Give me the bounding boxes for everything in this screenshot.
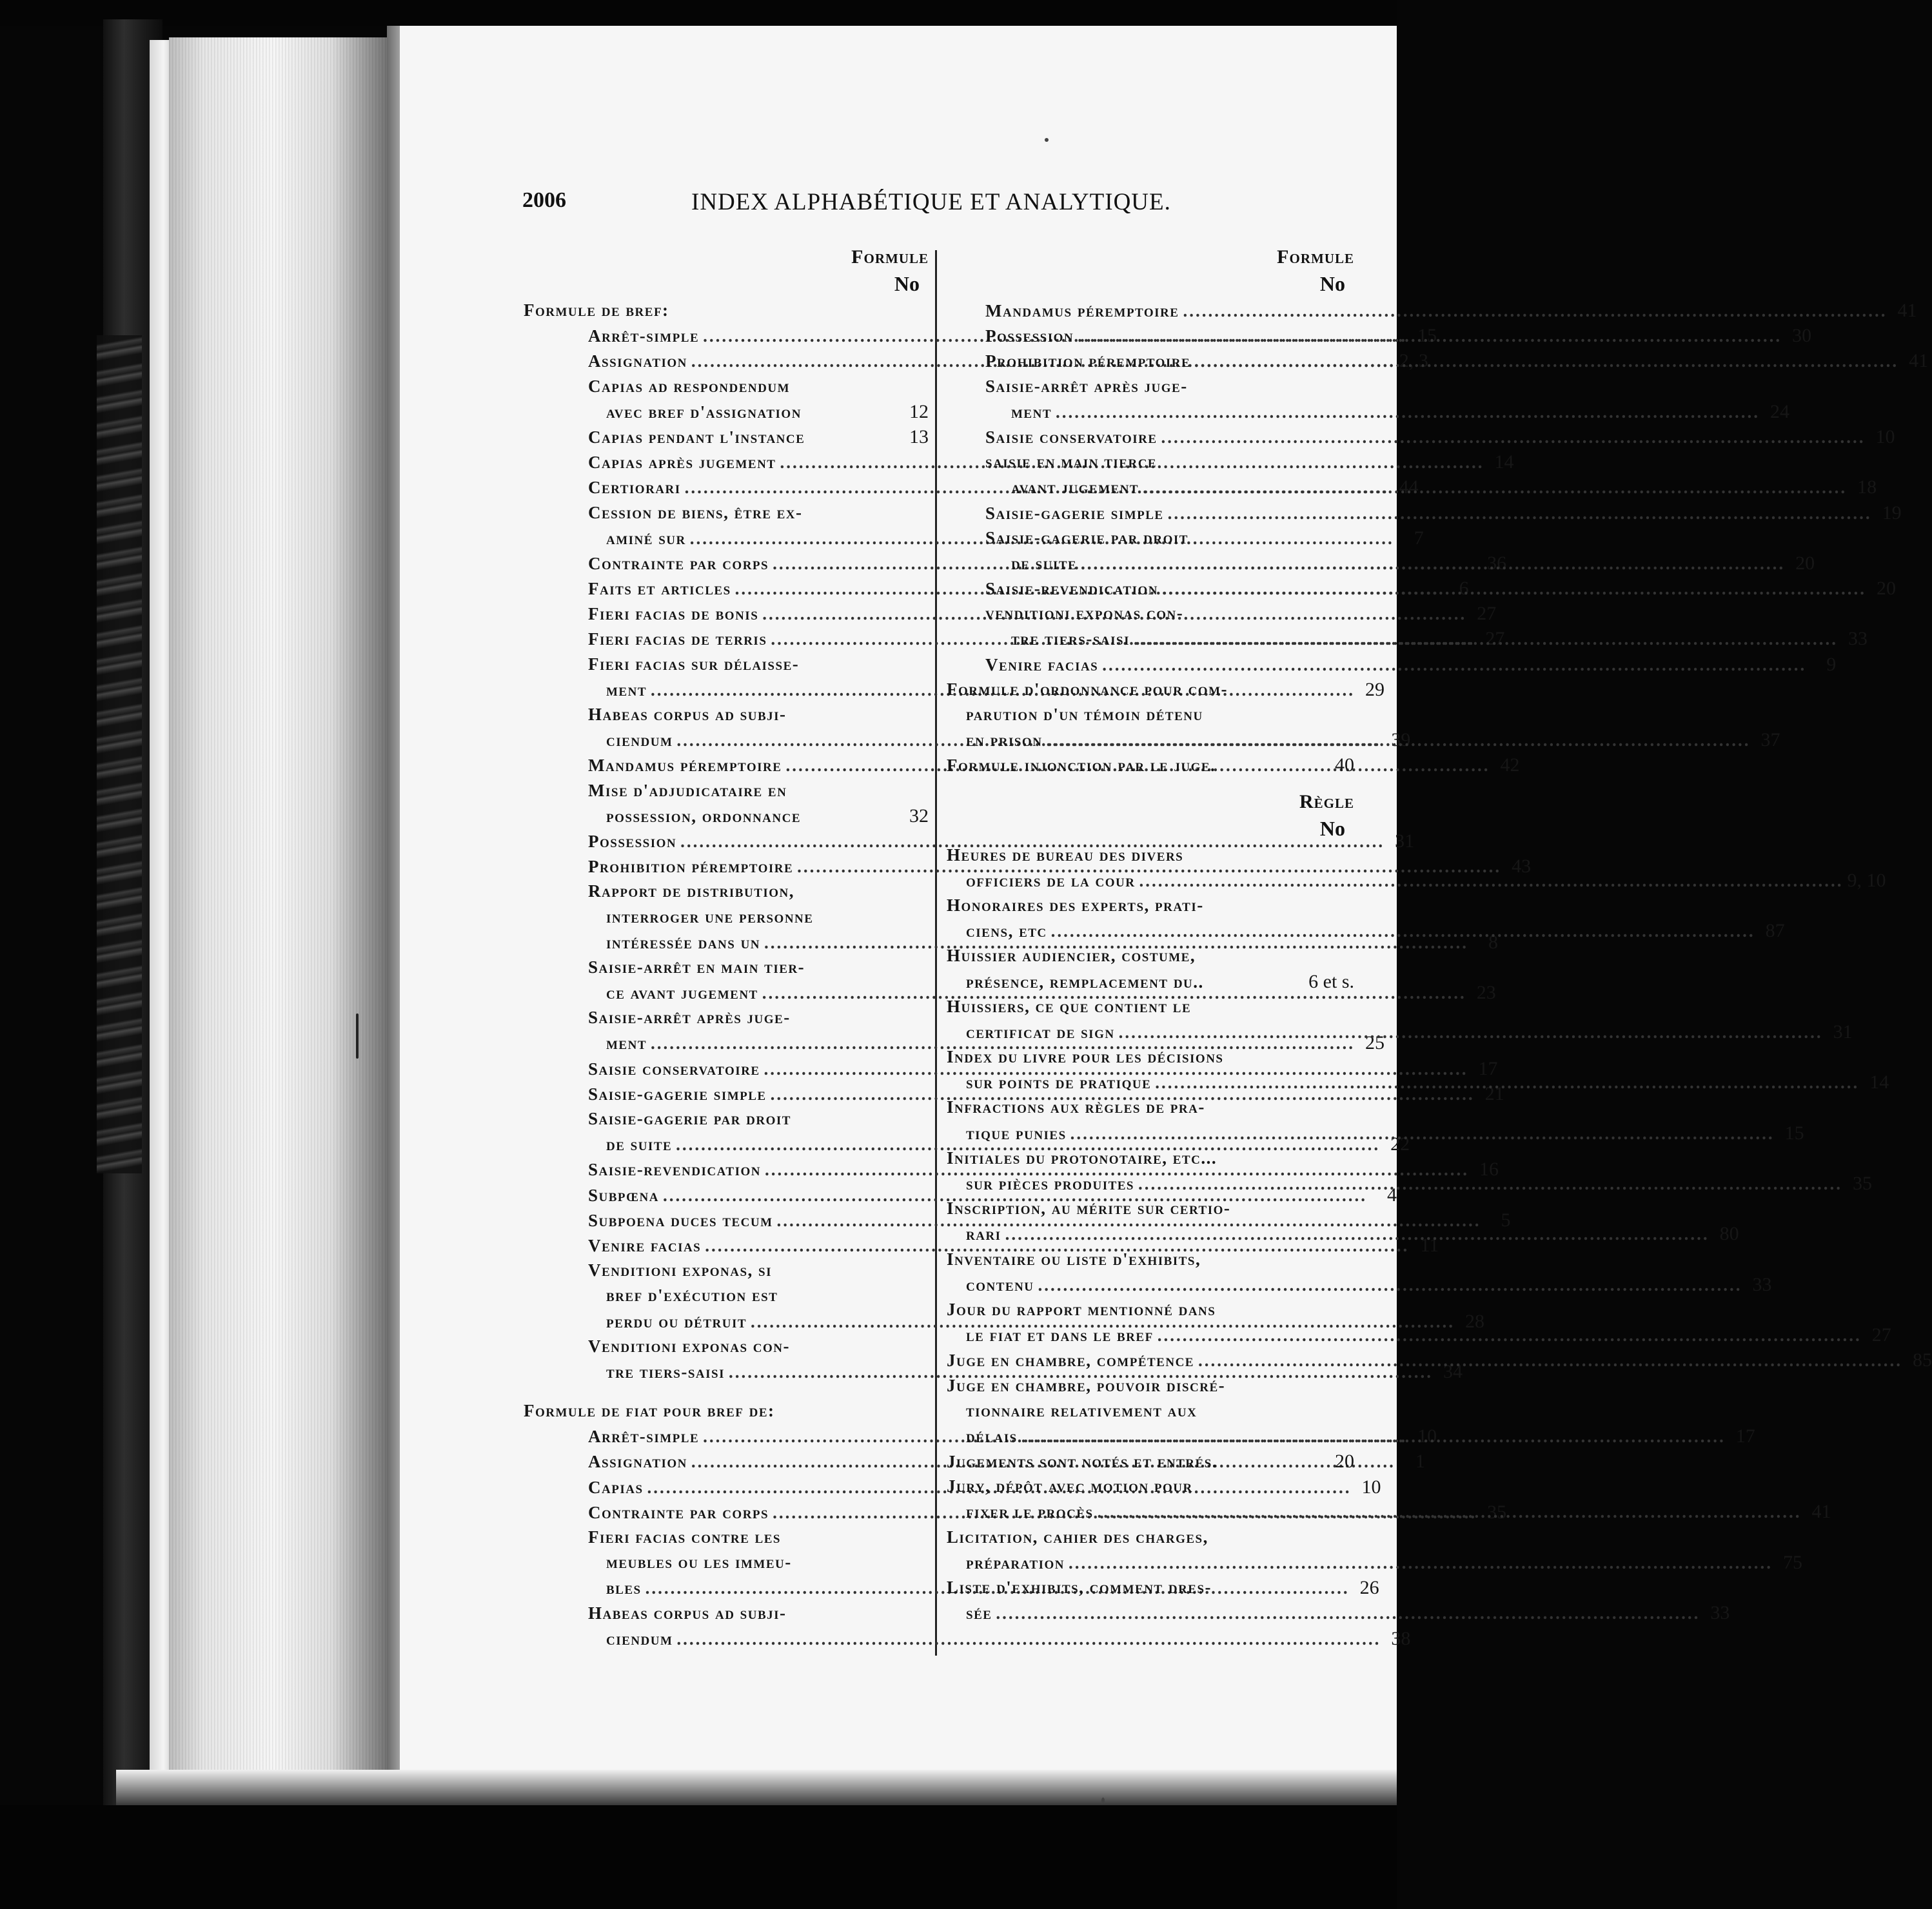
entry-text: sée [966,1603,992,1623]
entry-number: 44 [1399,476,1419,498]
page-edges [169,37,401,1797]
index-entry [516,803,929,828]
entry-number: 9 [1826,653,1837,675]
dot-leader [1038,1273,1742,1298]
entry-text: Venditioni exponas con- [588,1336,790,1356]
entry-text: Fieri facias sur délaisse- [588,654,800,674]
entry-number: 35 [1487,1501,1507,1523]
entry-number: 43 [1512,856,1532,877]
entry-number: 15 [1417,325,1437,347]
index-entry [947,374,1354,399]
dot-leader [1078,324,1782,349]
entry-number: 41 [1897,300,1917,321]
index-entry [947,399,1789,424]
entry-text: Possession [588,831,677,851]
entry-text: Saisie-gagerie simple [588,1084,767,1104]
entry-text: officiers de la cour [966,870,1136,890]
index-entry [947,969,1354,994]
entry-text: Inventaire ou liste d'exhibits, [947,1249,1201,1269]
entry-number: 10 [1361,1476,1381,1498]
entry-text: tionnaire relativement aux [966,1400,1198,1420]
index-entry [947,1474,1354,1499]
entry-number: 27 [1477,603,1497,625]
entry-text: venditioni exponas con- [985,603,1184,623]
entry-text: présence, remplacement du.. [966,972,1204,992]
entry-number: 15 [1784,1122,1804,1144]
dot-leader [1183,299,1887,324]
scan-bottom-border [0,1805,1397,1909]
dot-leader [1143,475,1847,500]
entry-text: tique punies [966,1123,1067,1143]
entry-text: bles [606,1578,642,1598]
entry-text: de suite [606,1135,673,1155]
index-entry [516,1525,929,1550]
entry-number: 12 [909,400,929,422]
entry-text: Licitation, cahier des charges, [947,1527,1208,1547]
entry-text: aminé sur [606,528,686,548]
entry-text: Capias [588,1477,644,1497]
index-entry [516,778,929,803]
entry-text: intéressée dans un [606,932,761,952]
entry-text: Saisie-gagerie par droit [985,527,1188,547]
entry-number: 26 [1359,1577,1379,1599]
dot-leader [1056,400,1760,425]
entry-text: sur points de pratique [966,1073,1152,1093]
sub-heading-number-label: No [1319,816,1345,840]
dot-leader [1070,1121,1775,1146]
index-entry [516,652,929,677]
entry-number: 31 [1395,830,1415,852]
entry-text: Mandamus péremptoire [588,756,782,776]
marbled-cover-texture [97,335,142,1173]
entry-text: perdu ou détruit [606,1311,747,1331]
entry-number: 80 [1719,1223,1739,1245]
entry-text: Arrêt-simple [588,1427,700,1447]
entry-text: ce avant jugement [606,983,758,1003]
entry-text: Prohibition péremptoire [985,351,1191,371]
index-entry [516,1106,929,1131]
entry-text: Saisie-revendication [588,1160,761,1180]
index-entry [947,1373,1354,1398]
entry-text: Arrêt-simple [588,326,700,346]
entry-number: 4 [1386,1184,1397,1206]
entry-text: Fieri facias de bonis [588,604,759,624]
entry-number: 20 [1795,552,1815,574]
entry-text: délais [966,1426,1018,1446]
index-entry [516,1005,929,1030]
entry-text: possession, ordonnance [606,806,801,826]
entry-text: Jour du rapport mentionné dans [947,1299,1216,1319]
entry-number: 6 et s. [1308,970,1354,992]
entry-number: 13 [909,426,929,447]
entry-number: 36 [1487,552,1507,574]
entry-number: 22 [1390,1133,1410,1155]
index-entry [947,1044,1354,1070]
entry-number: 87 [1765,920,1785,942]
dot-leader [1046,728,1750,753]
entry-text: Formule injonction par le juge. [947,756,1216,776]
entry-number: 85 [1912,1349,1932,1371]
entry-number: 29 [1365,678,1385,700]
entry-text: Honoraires des experts, prati- [947,895,1204,915]
index-entry [516,399,929,424]
dot-leader [1102,652,1806,678]
entry-number: 16 [1479,1159,1499,1180]
entry-text: ment [606,680,647,700]
index-entry [947,994,1354,1019]
entry-text: Juge en chambre, compétence [947,1351,1194,1371]
column-heading-number-label: No [894,272,920,295]
entry-text: parution d'un témoin détenu [966,705,1203,724]
entry-number: 35 [1853,1173,1872,1194]
dot-leader [1161,425,1866,450]
page-header [0,188,1397,227]
entry-text: Liste d'exhibits, comment dres- [947,1578,1212,1597]
entry-text: Jugements sont notés et entrés. [947,1452,1218,1472]
index-entry [516,424,929,449]
entry-spacer [516,1384,929,1398]
entry-text: Saisie-gagerie simple [985,503,1164,523]
index-entry [947,1297,1354,1322]
entry-text: Assignation [588,351,687,371]
dot-leader [1158,1323,1862,1348]
entry-number: 10 [1417,1425,1437,1447]
entry-text: Fieri facias contre les [588,1527,781,1547]
entry-text: Prohibition péremptoire [588,857,794,877]
index-entry [516,879,929,904]
entry-text: Formule d'ordonnance pour com- [947,679,1228,699]
entry-number: 25 [1365,1032,1385,1054]
entry-text: Jury, dépôt avec motion pour [947,1476,1193,1496]
running-title: INDEX ALPHABÉTIQUE ET ANALYTIQUE. [691,189,1171,215]
index-entry [947,1247,1354,1272]
entry-number: 6 [1459,578,1469,600]
index-entry [947,500,1902,525]
entry-number: 14 [1869,1072,1889,1093]
entry-number: 42 [1500,754,1520,776]
dot-leader [1139,868,1843,894]
entry-text: Subpœna [588,1185,659,1205]
entry-text: Contrainte par corps [588,1502,769,1522]
entry-number: 33 [1848,628,1868,650]
column-heading-word: Formule [1277,246,1354,268]
entry-number: 27 [1485,628,1505,650]
entry-number: 33 [1752,1273,1772,1295]
entry-text: Contrainte par corps [588,553,769,573]
entry-text: Certiorari [588,478,681,498]
entry-text: contenu [966,1275,1034,1295]
left-column-heading [516,246,929,298]
dot-leader [1021,1424,1726,1449]
index-entry [947,1171,1872,1196]
entry-text: fixer le procès [966,1502,1094,1522]
index-entry [516,1398,929,1424]
scan-speck [1101,1797,1105,1803]
page-bottom-shadow [116,1770,1397,1808]
entry-text: Assignation [588,1452,687,1472]
index-entry [516,1626,1411,1651]
entry-text: Formule de fiat pour bref de: [524,1401,775,1421]
entry-number: 14 [1494,451,1514,473]
entry-number: 20 [1876,578,1896,600]
dot-leader [1081,551,1785,576]
dot-leader [1138,1171,1842,1197]
entry-text: saisie en main tierce [985,452,1158,472]
index-entry [947,677,1354,702]
entry-number: 39 [1391,729,1411,751]
entry-text: Rapport de distribution, [588,881,795,901]
entry-number: 21 [1484,1082,1504,1104]
entry-number: 5 [1501,1209,1511,1231]
entry-text: de suite [1011,553,1078,573]
entry-text: interroger une personne [606,906,814,926]
entry-text: Juge en chambre, pouvoir discré- [947,1375,1226,1395]
entry-number: 37 [1760,729,1780,751]
regle-sub-heading [947,791,1354,843]
entry-number: 32 [909,805,929,827]
entry-number: 30 [1792,325,1812,347]
index-entry [947,1600,1730,1625]
entry-text: ciens, etc [966,921,1047,941]
column-heading-number-label: No [1319,272,1345,295]
index-entry [516,905,929,930]
dot-leader [1198,1348,1902,1373]
column-heading-word: Formule [851,246,929,268]
entry-number: 10 [1875,426,1895,447]
entry-number: 17 [1478,1057,1498,1079]
index-entry [947,525,1354,551]
dot-leader [1134,627,1838,652]
entry-text: Saisie-arrêt après juge- [985,376,1188,396]
entry-text: Inscription, au mérite sur certio- [947,1199,1231,1219]
index-entry [947,576,1896,601]
index-entry [947,1550,1803,1575]
index-entry [947,424,1895,449]
entry-number: 23 [1476,982,1496,1004]
entry-text: sur pièces produites [966,1174,1134,1193]
scan-speck [1045,138,1049,142]
entry-text: Infractions aux règles de pra- [947,1097,1205,1117]
entry-number: 27 [1871,1324,1891,1346]
entry-number: 41 [1909,350,1929,372]
entry-text: en prison [966,730,1043,750]
entry-text: Saisie-arrêt après juge- [588,1008,791,1028]
entry-text: Saisie-gagerie par droit [588,1109,791,1128]
entry-number: 33 [1710,1602,1730,1624]
index-entry [947,1196,1354,1221]
entry-text: Subpoena duces tecum [588,1210,773,1230]
dot-leader [1069,1551,1773,1576]
index-entry [947,752,1354,778]
index-entry [947,843,1354,868]
entry-text: Index du livre pour les décisions [947,1047,1224,1067]
index-entry [947,652,1837,677]
entry-text: Saisie-arrêt en main tier- [588,957,805,977]
entry-text: Saisie-revendication [985,579,1158,599]
entry-text: Formule de bref: [524,300,669,320]
entry-text: ciendum [606,1629,673,1649]
index-entry [516,702,929,727]
entry-number: 24 [1770,400,1789,422]
index-entry [947,1398,1354,1424]
scan-mark [356,1013,359,1059]
entry-text: Initiales du protonotaire, etc... [947,1148,1217,1168]
dot-leader [1005,1222,1710,1247]
index-entry [947,893,1354,918]
index-entry [947,868,1886,893]
entry-number: 28 [1465,1310,1485,1332]
entry-text: Cession de biens, être ex- [588,502,803,522]
entry-number: 7 [1414,527,1424,549]
index-entry [947,702,1354,727]
index-entry [947,449,1354,475]
entry-text: Huissier audiencier, costume, [947,946,1196,966]
entry-text: ment [606,1033,647,1053]
index-entry [516,1283,929,1308]
entry-text: meubles ou les immeu- [606,1552,792,1572]
entry-text: Capias pendant l'instance [588,427,805,447]
entry-text: Saisie conservatoire [985,427,1158,447]
dot-leader [996,1601,1700,1626]
entry-number: 75 [1783,1551,1803,1573]
index-entry [947,1146,1354,1171]
index-entry [516,298,929,323]
entry-text: Capias après jugement [588,453,776,473]
index-entry [947,1449,1354,1474]
dot-leader [1119,1020,1823,1045]
index-entry [516,1334,929,1359]
entry-text: Huissiers, ce que contient le [947,996,1192,1016]
entry-text: avant jugement [1011,478,1139,498]
entry-text: certificat de sign [966,1022,1115,1042]
entry-text: rari [966,1224,1001,1244]
index-entry [947,918,1785,943]
sub-heading-word: Règle [1299,790,1354,812]
entry-number: 9, 10 [1847,869,1886,891]
entry-text: Habeas corpus ad subji- [588,705,787,724]
dot-leader [1155,1070,1859,1095]
entry-number: 34 [1443,1360,1463,1382]
entry-number: 41 [1811,1501,1831,1523]
entry-number: 17 [1735,1425,1755,1447]
entry-number: 38 [1391,1627,1411,1649]
entry-text: Venditioni exponas, si [588,1260,772,1280]
entry-text: avec bref d'assignation [606,402,802,422]
entry-number: 2, 3 [1399,350,1428,372]
entry-text: Capias ad respondendum [588,376,791,396]
index-entry [516,500,929,525]
entry-text: Fieri facias de terris [588,629,767,649]
entry-text: le fiat et dans le bref [966,1326,1154,1346]
index-entry [516,1258,929,1283]
entry-number: 19 [1882,502,1902,524]
index-entry [516,374,929,399]
entry-text: Habeas corpus ad subji- [588,1603,787,1623]
entry-text: Saisie conservatoire [588,1059,760,1079]
index-entry [947,601,1354,626]
dot-leader [1098,1500,1802,1525]
entry-number: 20 [1335,1451,1354,1473]
index-entry [516,1601,929,1626]
scan-top-border [0,0,1397,26]
entry-number: 11 [1420,1234,1439,1256]
index-entry [516,955,929,980]
entry-text: Venire facias [985,654,1099,674]
entry-text: préparation [966,1552,1065,1572]
entry-number: 8 [1488,931,1499,953]
dot-leader [1194,349,1898,374]
entry-text: Heures de bureau des divers [947,845,1184,865]
entry-number: 18 [1857,476,1877,498]
page-number: 2006 [522,188,566,212]
entry-text: Venire facias [588,1235,702,1255]
entry-text: Faits et articles [588,579,731,599]
index-entry [947,1272,1772,1297]
dot-leader [1051,919,1755,944]
entry-text: Mandamus péremptoire [985,301,1179,320]
entry-text: Possession [985,326,1074,346]
entry-text: bref d'exécution est [606,1286,778,1306]
right-column-heading [947,246,1354,298]
index-entry [947,1322,1891,1347]
dot-leader [1162,576,1866,602]
index-entry [947,1525,1354,1550]
index-entry [947,298,1917,323]
index-entry [947,1575,1354,1600]
entry-number: 40 [1335,754,1354,776]
entry-text: ciendum [606,730,673,750]
index-entry [947,1095,1354,1120]
dot-leader [1168,501,1872,526]
entry-number: 31 [1833,1021,1853,1043]
dot-leader [676,1627,1381,1652]
entry-number: 1 [1415,1451,1425,1473]
index-entry [947,943,1354,968]
entry-text: Mise d'adjudicataire en [588,780,787,800]
index-entry [516,1550,929,1575]
entry-text: tre tiers-saisi [606,1362,725,1382]
entry-text: ment [1011,402,1052,422]
entry-text: tre tiers-saisi [1011,629,1130,649]
